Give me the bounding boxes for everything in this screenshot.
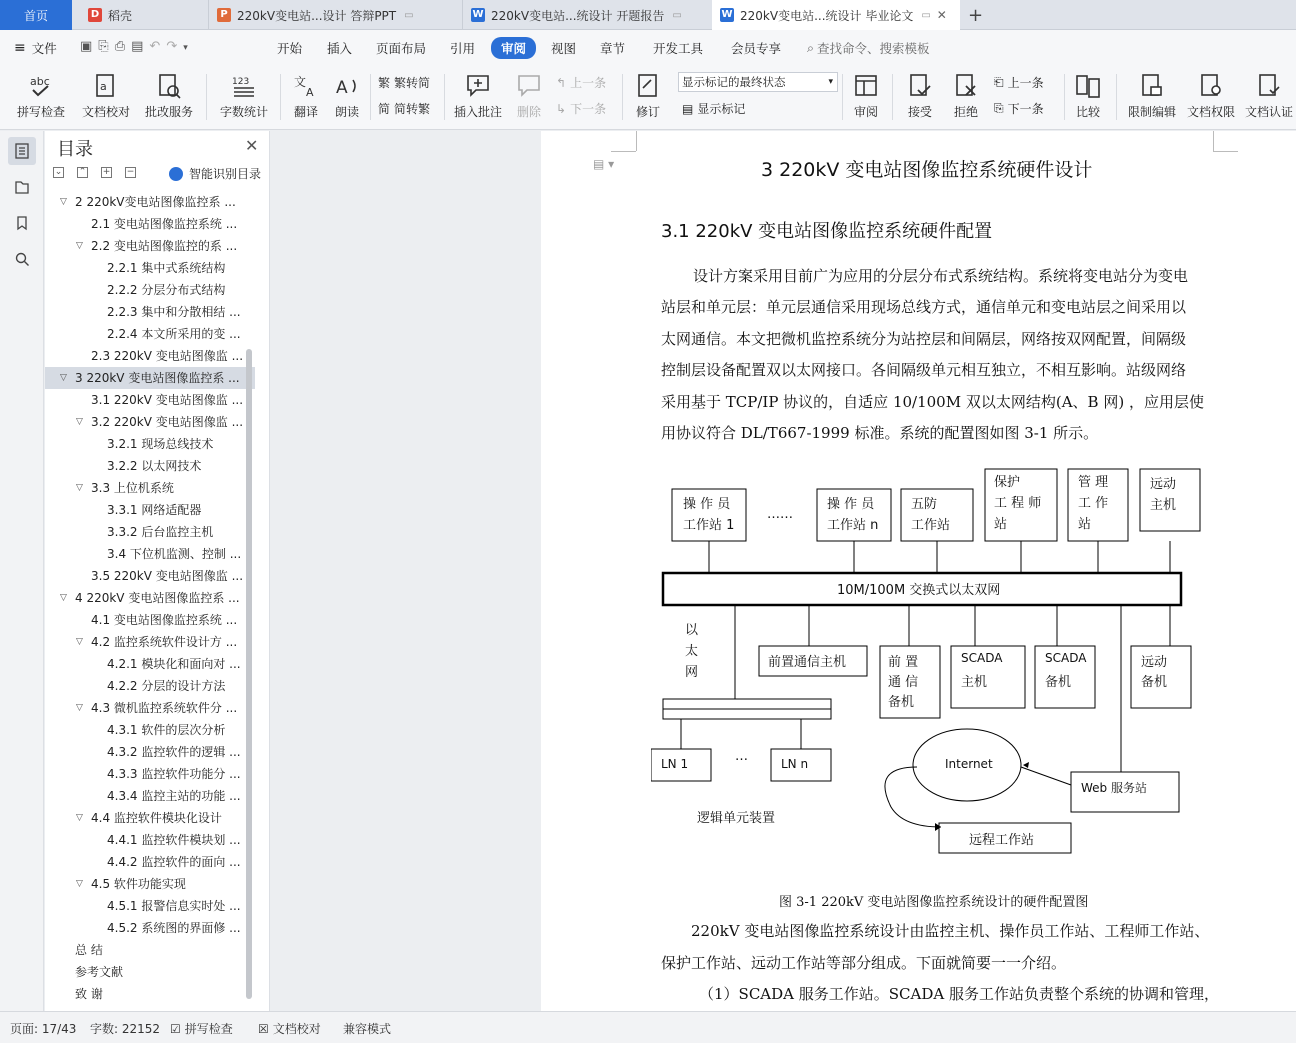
toc-item[interactable] xyxy=(45,455,255,477)
scrollbar[interactable] xyxy=(246,349,252,999)
menu-review[interactable]: 审阅 xyxy=(491,37,536,59)
check-icon: ☑ xyxy=(170,1021,181,1036)
toc-item-label: 4.3.3 监控软件功能分 ... xyxy=(107,767,241,781)
compare-label: 比较 xyxy=(1075,105,1100,119)
page-corner-marks xyxy=(611,151,636,152)
toc-item-label: 3.2.1 现场总线技术 xyxy=(107,437,214,451)
document-area xyxy=(271,131,1296,1011)
spell-status-label: 拼写检查 xyxy=(184,1022,233,1036)
chevron-down-icon[interactable]: ▽ xyxy=(76,637,83,647)
undo-icon[interactable]: ↶ xyxy=(149,39,167,54)
toc-item-label: 2.2.1 集中式系统结构 xyxy=(107,261,226,275)
next-revision-icon: ⎘ xyxy=(994,101,1004,115)
toc-item-label: 4.3.4 监控主站的功能 ... xyxy=(107,789,241,803)
diagram-label-remote: 远程工作站 xyxy=(969,833,1035,848)
diagram-label-front-backup: 备机 xyxy=(888,695,915,710)
diagram-label-ethernet: 网 xyxy=(685,665,699,680)
monitor-icon[interactable]: ▭ xyxy=(921,9,931,21)
text-line: （1）SCADA 服务工作站。SCADA 服务工作站负责整个系统的协调和管理， xyxy=(699,985,1219,1003)
toc-item[interactable] xyxy=(45,367,255,389)
word-icon: W xyxy=(721,9,733,20)
prev-comment-button[interactable] xyxy=(556,74,606,91)
chevron-down-icon[interactable]: ▽ xyxy=(60,593,67,603)
revise-label: 修订 xyxy=(635,105,660,119)
permission-icon xyxy=(1197,72,1225,100)
toc-item[interactable] xyxy=(45,983,255,1005)
compat-mode: 兼容模式 xyxy=(343,1022,392,1036)
toc-item[interactable] xyxy=(45,345,255,367)
diagram-label-scada-main: 主机 xyxy=(961,675,988,690)
menu-bar xyxy=(0,30,1296,66)
toc-item[interactable] xyxy=(45,543,255,565)
quick-toolbar xyxy=(80,39,194,54)
toc-item-label: 4.3.2 监控软件的逻辑 ... xyxy=(107,745,241,759)
restrict-edit-button[interactable] xyxy=(1124,66,1180,130)
diagram-label-op1: 工作站 1 xyxy=(683,518,735,533)
toc-item[interactable] xyxy=(45,961,255,983)
redo-icon[interactable]: ↷ xyxy=(166,39,184,54)
toc-item-label: 2.2.4 本文所采用的变 ... xyxy=(107,327,241,341)
search-icon: ⌕ xyxy=(807,40,815,55)
review-pane-button[interactable] xyxy=(846,66,886,130)
toc-item-label: 3.1 220kV 变电站图像监 ... xyxy=(91,393,244,407)
reject-icon xyxy=(952,72,980,100)
toc-item-label: 3.3 上位机系统 xyxy=(91,481,174,495)
toc-icon[interactable] xyxy=(8,137,36,165)
simp-to-trad-button[interactable] xyxy=(378,100,430,117)
section-heading: 3.1 220kV 变电站图像监控系统硬件配置 xyxy=(661,221,993,242)
navigation-icon[interactable] xyxy=(8,173,36,201)
toc-item[interactable] xyxy=(45,433,255,455)
word-count-label: 字数统计 xyxy=(219,105,268,119)
toc-item[interactable] xyxy=(45,763,255,785)
search-icon[interactable] xyxy=(8,245,36,273)
page-corner-marks xyxy=(1213,131,1214,151)
close-icon[interactable]: ✕ xyxy=(245,136,259,155)
search-placeholder: 查找命令、搜索模板 xyxy=(817,41,930,56)
menu-insert[interactable]: 插入 xyxy=(327,41,353,56)
certificate-icon xyxy=(1255,72,1283,100)
spellcheck-icon xyxy=(27,72,55,100)
status-bar xyxy=(0,1011,1296,1043)
diagram-label-wufang: 五防 xyxy=(911,497,938,512)
menu-reference[interactable]: 引用 xyxy=(450,41,476,56)
bookmark-icon[interactable] xyxy=(8,209,36,237)
batch-service-button[interactable] xyxy=(140,66,198,130)
insert-comment-button[interactable] xyxy=(452,66,504,130)
hamburger-icon: ≡ xyxy=(14,40,26,56)
prev-revision-button[interactable] xyxy=(994,74,1044,91)
accept-label: 接受 xyxy=(907,105,932,119)
speaker-icon xyxy=(333,72,361,100)
divider xyxy=(1064,74,1065,120)
comment-add-icon xyxy=(464,72,492,100)
menu-layout[interactable]: 页面布局 xyxy=(376,41,427,56)
toc-item-label: 2.2.2 分层分布式结构 xyxy=(107,283,226,297)
tab-label: 220kV变电站...统设计 开题报告 xyxy=(491,8,665,23)
save-icon[interactable]: ▣ xyxy=(80,39,99,54)
doc-perm-label: 文档权限 xyxy=(1186,105,1235,119)
toc-item-label: 2.2.3 集中和分散相结 ... xyxy=(107,305,241,319)
trad-icon: 繁 xyxy=(378,76,391,90)
tab-proposal[interactable] xyxy=(462,0,710,30)
page-corner-marks xyxy=(636,131,637,151)
prev-label: 上一条 xyxy=(570,76,607,90)
toc-item[interactable] xyxy=(45,939,255,961)
show-markup-button[interactable] xyxy=(682,100,745,117)
toc-item-label: 3.3.2 后台监控主机 xyxy=(107,525,214,539)
diagram-label-opn: 操 作 员 xyxy=(827,497,875,512)
smart-icon xyxy=(169,167,183,181)
monitor-icon[interactable]: ▭ xyxy=(672,9,682,21)
reject-label: 拒绝 xyxy=(953,105,978,119)
chevron-down-icon[interactable]: ▽ xyxy=(76,813,83,823)
spellcheck-label: 拼写检查 xyxy=(16,105,65,119)
toc-item-label: 2 220kV变电站图像监控系 ... xyxy=(75,195,236,209)
toc-item-label: 参考文献 xyxy=(75,965,124,979)
prev2-label: 上一条 xyxy=(1007,76,1044,90)
toc-item[interactable] xyxy=(45,279,255,301)
toc-item[interactable] xyxy=(45,521,255,543)
doc-cert-button[interactable] xyxy=(1242,66,1296,130)
page-corner-marks xyxy=(1213,151,1238,152)
menu-view[interactable]: 视图 xyxy=(551,41,577,56)
text-line: 控制层设备配置双以太网接口。各间隔级单元相互独立，不相互影响。站级网络 xyxy=(661,361,1187,380)
menu-chapter[interactable]: 章节 xyxy=(600,41,626,56)
diagram-label-front-backup: 前 置 xyxy=(888,655,919,670)
read-aloud-label: 朗读 xyxy=(334,105,359,119)
delete-label: 删除 xyxy=(516,105,541,119)
reject-button[interactable] xyxy=(946,66,986,130)
simp-label: 简转繁 xyxy=(394,102,431,116)
diagram-label-guanli: 管 理 xyxy=(1078,475,1109,490)
markup-state-select[interactable] xyxy=(678,72,838,92)
svg-text:a: a xyxy=(100,80,107,93)
doc-options-icon[interactable]: ▤ ▾ xyxy=(593,157,615,171)
read-aloud-button[interactable] xyxy=(330,66,364,130)
diagram-label-scada-main: SCADA xyxy=(961,651,1003,665)
chevron-down-icon[interactable]: ▽ xyxy=(60,197,67,207)
toc-item[interactable] xyxy=(45,323,255,345)
toc-title: 目录 xyxy=(57,139,93,160)
prev-revision-icon: ⎗ xyxy=(994,75,1004,89)
toc-item[interactable] xyxy=(45,587,255,609)
text-line: 用协议符合 DL/T667-1999 标准。系统的配置图如图 3-1 所示。 xyxy=(661,424,1099,442)
monitor-icon[interactable]: ▭ xyxy=(404,9,414,21)
toc-item[interactable] xyxy=(45,653,255,675)
diagram-label-ln-dots: … xyxy=(735,749,748,764)
chapter-heading: 3 220kV 变电站图像监控系统硬件设计 xyxy=(761,159,1093,181)
toc-item-label: 3 220kV 变电站图像监控系 ... xyxy=(75,371,240,385)
spellcheck-status[interactable] xyxy=(170,1020,233,1037)
comment-delete-icon xyxy=(515,72,543,100)
toc-item[interactable] xyxy=(45,411,255,433)
diagram-label-ln1: LN 1 xyxy=(661,757,689,771)
trad-to-simp-button[interactable] xyxy=(378,74,430,91)
expand-up-icon[interactable]: ⌃ xyxy=(78,167,87,177)
toc-item-label: 4.5.1 报警信息实时处 ... xyxy=(107,899,241,913)
review-label: 审阅 xyxy=(853,105,878,119)
daoke-icon: D xyxy=(88,8,102,22)
diagram-label-web: Web 服务站 xyxy=(1081,781,1147,795)
revise-button[interactable] xyxy=(630,66,666,130)
document-page xyxy=(541,131,1296,1011)
doc-proof-label: 文档校对 xyxy=(81,105,130,119)
diagram-label-logic: 逻辑单元装置 xyxy=(697,811,776,826)
diagram-label-baohu: 站 xyxy=(994,517,1008,532)
toc-item[interactable] xyxy=(45,565,255,587)
accept-icon xyxy=(906,72,934,100)
text-line: 220kV 变电站图像监控系统设计由监控主机、操作员工作站、工程师工作站、 xyxy=(691,922,1210,940)
diagram-label-op1: 操 作 员 xyxy=(683,497,731,512)
ribbon-toolbar xyxy=(0,66,1296,130)
tab-ppt[interactable] xyxy=(208,0,454,30)
toc-item[interactable] xyxy=(45,873,255,895)
toc-item-label: 4.2 监控系统软件设计方 ... xyxy=(91,635,238,649)
text-line: 采用基于 TCP/IP 协议的，自适应 10/100M 双以太网结构(A、B 网) ，应用层使 xyxy=(661,392,1204,411)
menu-member[interactable]: 会员专享 xyxy=(731,41,782,56)
toc-item-label: 4.3 微机监控系统软件分 ... xyxy=(91,701,238,715)
divider xyxy=(1116,74,1117,120)
diagram-label-baohu: 保护 xyxy=(994,475,1021,490)
next-revision-button[interactable] xyxy=(994,100,1044,117)
doc-permission-button[interactable] xyxy=(1184,66,1238,130)
export-icon[interactable]: ⎘ xyxy=(98,39,115,54)
toc-item[interactable] xyxy=(45,631,255,653)
preview-icon[interactable]: ▤ xyxy=(131,39,150,54)
insert-comment-label: 插入批注 xyxy=(453,105,502,119)
toc-item-label: 4.5.2 系统图的界面修 ... xyxy=(107,921,241,935)
toc-item[interactable] xyxy=(45,499,255,521)
translate-button[interactable] xyxy=(286,66,326,130)
batch-label: 批改服务 xyxy=(144,105,193,119)
chevron-down-icon[interactable]: ▽ xyxy=(60,373,67,383)
toc-item-label: 4.4.2 监控软件的面向 ... xyxy=(107,855,241,869)
diagram-label-front-backup: 通 信 xyxy=(888,675,919,690)
toc-item[interactable] xyxy=(45,301,255,323)
diagram-label-yuandong-backup: 远动 xyxy=(1141,655,1168,670)
toc-item[interactable] xyxy=(45,851,255,873)
text-line: 站层和单元层：单元层通信采用现场总线方式，通信单元和变电站层之间采用以 xyxy=(661,298,1187,317)
translate-icon xyxy=(292,72,320,100)
next-comment-button[interactable] xyxy=(556,100,606,117)
doc-cert-label: 文档认证 xyxy=(1244,105,1293,119)
divider xyxy=(842,74,843,120)
toc-item[interactable] xyxy=(45,191,255,213)
toc-item[interactable] xyxy=(45,389,255,411)
toc-item-label: 4.4 监控软件模块化设计 xyxy=(91,811,222,825)
toc-item[interactable] xyxy=(45,785,255,807)
diagram-label-yuandong-backup: 备机 xyxy=(1141,675,1168,690)
chevron-down-icon[interactable]: ▽ xyxy=(76,241,83,251)
add-level-icon[interactable]: + xyxy=(102,167,111,177)
text-line: 保护工作站、远动工作站等部分组成。下面就简要一一介绍。 xyxy=(661,953,1067,972)
collapse-all-icon[interactable]: ⌄ xyxy=(54,167,63,177)
divider xyxy=(280,74,281,120)
diagram-label-guanli: 站 xyxy=(1078,517,1092,532)
tab-bar xyxy=(0,0,1296,30)
diagram-label-internet: Internet xyxy=(945,757,993,771)
tab-label: 稻壳 xyxy=(108,8,133,23)
text-line: 设计方案采用目前广为应用的分层分布式系统结构。系统将变电站分为变电 xyxy=(693,267,1189,285)
toc-item-label: 4.2.2 分层的设计方法 xyxy=(107,679,226,693)
text-line: 太网通信。本文把微机监控系统分为站控层和间隔层，网络按双网配置，间隔级 xyxy=(661,329,1187,348)
diagram-label-front-main: 前置通信主机 xyxy=(768,655,847,670)
next2-label: 下一条 xyxy=(1007,102,1044,116)
toc-item-label: 3.2.2 以太网技术 xyxy=(107,459,202,473)
divider xyxy=(892,74,893,120)
diagram-label-lnn: LN n xyxy=(781,757,809,771)
toc-item[interactable] xyxy=(45,697,255,719)
proof-icon: ☒ xyxy=(258,1021,269,1036)
dropdown-icon[interactable]: ▾ xyxy=(183,43,194,53)
menu-devtools[interactable]: 开发工具 xyxy=(653,41,704,56)
toc-item-label: 4 220kV 变电站图像监控系 ... xyxy=(75,591,240,605)
print-icon[interactable]: ⎙ xyxy=(114,39,132,54)
toc-item[interactable] xyxy=(45,477,255,499)
diagram-label-dots: …… xyxy=(767,507,793,522)
menu-file-label: 文件 xyxy=(31,41,57,56)
toc-item-label: 致 谢 xyxy=(75,987,103,1001)
diagram-label-baohu: 工 程 师 xyxy=(994,496,1042,511)
word-icon: W xyxy=(472,9,484,20)
lock-icon xyxy=(1138,72,1166,100)
smart-toc-label: 智能识别目录 xyxy=(189,167,262,181)
chevron-down-icon[interactable]: ▽ xyxy=(76,879,83,889)
toc-item[interactable] xyxy=(45,213,255,235)
tab-label: 220kV变电站...统设计 毕业论文 xyxy=(740,8,914,23)
svg-text:abc: abc xyxy=(30,75,50,88)
diagram-label-scada-backup: 备机 xyxy=(1045,675,1072,690)
toc-item-label: 4.4.1 监控软件模块划 ... xyxy=(107,833,241,847)
diagram-label-guanli: 工 作 xyxy=(1078,496,1109,511)
ppt-icon: P xyxy=(217,8,231,22)
svg-text:文: 文 xyxy=(294,75,307,89)
toc-item-label: 总 结 xyxy=(75,943,103,957)
toc-item[interactable] xyxy=(45,895,255,917)
diagram-label-yuandong-main: 远动 xyxy=(1150,477,1177,492)
markup-icon: ▤ xyxy=(682,101,694,116)
batch-icon xyxy=(155,72,183,100)
word-count-icon xyxy=(230,72,258,100)
toc-item[interactable] xyxy=(45,917,255,939)
toc-item-label: 3.5 220kV 变电站图像监 ... xyxy=(91,569,244,583)
diagram-label-scada-backup: SCADA xyxy=(1045,651,1087,665)
left-rail xyxy=(0,131,44,1011)
divider xyxy=(622,74,623,120)
smart-toc-button[interactable] xyxy=(169,165,261,182)
toc-item[interactable] xyxy=(45,741,255,763)
remove-level-icon[interactable]: − xyxy=(126,167,135,177)
page-indicator[interactable]: 页面: 17/43 xyxy=(10,1022,77,1036)
translate-label: 翻译 xyxy=(293,105,318,119)
tab-label: 首页 xyxy=(23,8,48,23)
toc-item-label: 4.3.1 软件的层次分析 xyxy=(107,723,226,737)
divider xyxy=(206,74,207,120)
restrict-label: 限制编辑 xyxy=(1127,105,1176,119)
doc-proof-button[interactable] xyxy=(80,66,132,130)
tab-label: 220kV变电站...设计 答辩PPT xyxy=(237,8,397,23)
toc-item-label: 2.3 220kV 变电站图像监 ... xyxy=(91,349,244,363)
search-command[interactable] xyxy=(807,39,930,57)
tab-home[interactable] xyxy=(0,0,72,30)
chevron-down-icon[interactable]: ▽ xyxy=(76,483,83,493)
delete-comment-button[interactable] xyxy=(510,66,548,130)
word-count-button[interactable] xyxy=(216,66,272,130)
chevron-down-icon[interactable]: ▽ xyxy=(76,703,83,713)
toc-item-label: 4.2.1 模块化和面向对 ... xyxy=(107,657,241,671)
menu-file[interactable] xyxy=(14,39,57,57)
toc-item[interactable] xyxy=(45,609,255,631)
proof-status[interactable] xyxy=(258,1020,321,1037)
diagram-label-yuandong-main: 主机 xyxy=(1150,498,1177,513)
toc-item[interactable] xyxy=(45,829,255,851)
divider xyxy=(444,74,445,120)
diagram-label-wufang: 工作站 xyxy=(911,518,951,533)
word-count-indicator[interactable]: 字数: 22152 xyxy=(90,1022,161,1036)
toc-item-label: 3.3.1 网络适配器 xyxy=(107,503,202,517)
show-markup-label: 显示标记 xyxy=(697,102,746,116)
chevron-down-icon: ▾ xyxy=(828,77,833,87)
review-icon xyxy=(852,72,880,100)
accept-button[interactable] xyxy=(900,66,940,130)
toc-panel xyxy=(45,131,270,1011)
diagram-label-bus: 10M/100M 交换式以太双网 xyxy=(837,583,1001,598)
compare-button[interactable] xyxy=(1068,66,1108,130)
revise-icon xyxy=(634,72,662,100)
svg-text:123: 123 xyxy=(232,77,250,87)
next-icon: ↳ xyxy=(556,101,567,116)
toc-item[interactable] xyxy=(45,675,255,697)
toc-item[interactable] xyxy=(45,719,255,741)
diagram-label-opn: 工作站 n xyxy=(827,518,879,533)
svg-text:A: A xyxy=(306,86,314,99)
tab-daoke[interactable] xyxy=(80,0,200,30)
figure-caption: 图 3-1 220kV 变电站图像监控系统设计的硬件配置图 xyxy=(779,895,1089,910)
toc-item[interactable] xyxy=(45,807,255,829)
proof-status-label: 文档校对 xyxy=(272,1022,321,1036)
chevron-down-icon[interactable]: ▽ xyxy=(76,417,83,427)
menu-start[interactable]: 开始 xyxy=(277,41,303,56)
svg-text:A: A xyxy=(336,78,348,98)
diagram-label-ethernet: 以 xyxy=(685,623,699,638)
toc-item-label: 4.5 软件功能实现 xyxy=(91,877,186,891)
compare-icon xyxy=(1074,72,1102,100)
next-label: 下一条 xyxy=(570,102,607,116)
toc-item[interactable] xyxy=(45,235,255,257)
toc-item-label: 3.4 下位机监测、控制 ... xyxy=(107,547,242,561)
toc-item-label: 2.2 变电站图像监控的系 ... xyxy=(91,239,238,253)
doc-proof-icon xyxy=(92,72,120,100)
toc-item-label: 2.1 变电站图像监控系统 ... xyxy=(91,217,238,231)
spellcheck-button[interactable] xyxy=(12,66,70,130)
simp-icon: 简 xyxy=(378,102,391,116)
prev-icon: ↰ xyxy=(556,75,567,90)
toc-item-label: 3.2 220kV 变电站图像监 ... xyxy=(91,415,244,429)
divider xyxy=(370,74,371,120)
diagram-label-ethernet: 太 xyxy=(685,644,699,659)
toc-item-label: 4.1 变电站图像监控系统 ... xyxy=(91,613,238,627)
close-icon[interactable]: ✕ xyxy=(936,8,947,22)
toc-item[interactable] xyxy=(45,257,255,279)
new-tab-button[interactable]: + xyxy=(968,4,984,26)
markup-state-value: 显示标记的最终状态 xyxy=(682,75,786,89)
trad-label: 繁转简 xyxy=(394,76,431,90)
tab-thesis[interactable] xyxy=(712,0,960,30)
